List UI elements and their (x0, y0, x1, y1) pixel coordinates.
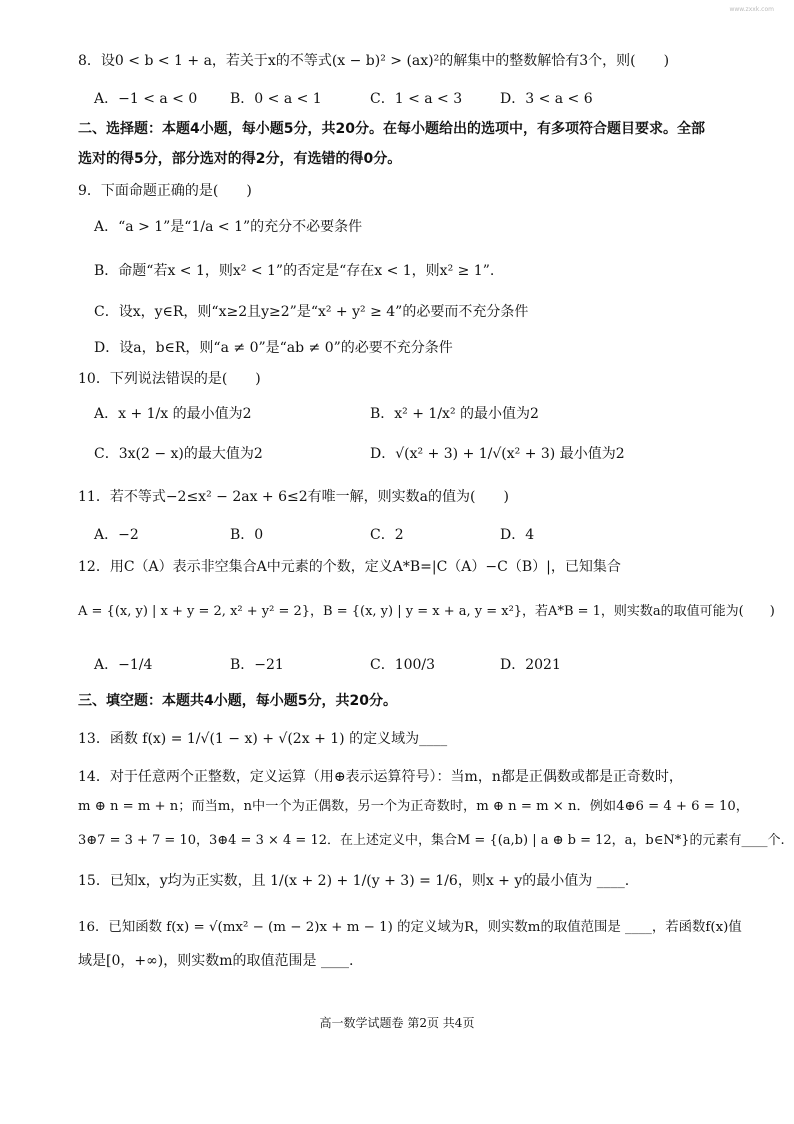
q10-option-b: B．x² + 1/x² 的最小值为2 (370, 406, 539, 422)
q9-option-c: C．设x，y∈R，则“x≥2且y≥2”是“x² + y² ≥ 4”的必要而不充分条件 (94, 304, 529, 320)
q11-option-a: A．−2 (94, 527, 139, 543)
q10-option-d: D．√(x² + 3) + 1/√(x² + 3) 最小值为2 (370, 446, 625, 462)
q15-stem: 15．已知x，y均为正实数，且 1/(x + 2) + 1/(y + 3) = 1/6，则x + y的最小值为 ____. (78, 873, 630, 889)
section2-heading-line2: 选对的得5分，部分选对的得2分，有选错的得0分。 (78, 151, 402, 167)
q12-option-d: D．2021 (500, 657, 561, 673)
q14-line3: 3⊕7 = 3 + 7 = 10，3⊕4 = 3 × 4 = 12．在上述定义中，集合M = {(a,b) | a ⊕ b = 12，a，b∈N*}的元素有____个. (78, 833, 785, 848)
q8-option-a: A．−1 < a < 0 (94, 91, 198, 107)
q8-stem: 8．设0 < b < 1 + a，若关于x的不等式(x − b)² > (ax)²的解集中的整数解恰有3个，则( ) (78, 53, 670, 69)
section3-heading: 三、填空题：本题共4小题，每小题5分，共20分。 (78, 693, 397, 709)
q11-option-b: B．0 (230, 527, 264, 543)
q9-option-d: D．设a，b∈R，则“a ≠ 0”是“ab ≠ 0”的必要不充分条件 (94, 340, 453, 356)
q9-stem: 9．下面命题正确的是( ) (78, 183, 252, 199)
q12-line1: 12．用C（A）表示非空集合A中元素的个数，定义A*B=|C（A）−C（B）|，已知集合 (78, 559, 621, 575)
q13-stem: 13．函数 f(x) = 1/√(1 − x) + √(2x + 1) 的定义域为____ (78, 731, 448, 747)
q9-option-a: A．“a > 1”是“1/a < 1”的充分不必要条件 (94, 219, 363, 235)
q11-option-c: C．2 (370, 527, 404, 543)
q10-option-a: A．x + 1/x 的最小值为2 (94, 406, 252, 422)
q9-option-b: B．命题“若x < 1，则x² < 1”的否定是“存在x < 1，则x² ≥ 1”. (94, 263, 495, 279)
q14-line2: m ⊕ n = m + n；而当m，n中一个为正偶数，另一个为正奇数时，m ⊕ n = m × n．例如4⊕6 = 4 + 6 = 10， (78, 799, 749, 814)
page-footer: 高一数学试题卷 第2页 共4页 (319, 1016, 475, 1030)
q16-line2: 域是[0，+∞)，则实数m的取值范围是 ____. (78, 953, 354, 969)
section2-heading-line1: 二、选择题：本题4小题，每小题5分，共20分。在每小题给出的选项中，有多项符合题目要求。全部 (78, 121, 705, 137)
q12-option-a: A．−1/4 (94, 657, 153, 673)
q12-option-b: B．−21 (230, 657, 284, 673)
q11-option-d: D．4 (500, 527, 535, 543)
q12-option-c: C．100/3 (370, 657, 436, 673)
q11-stem: 11．若不等式−2≤x² − 2ax + 6≤2有唯一解，则实数a的值为( ) (78, 489, 509, 505)
q12-line2: A = {(x, y) | x + y = 2, x² + y² = 2}，B = {(x, y) | y = x + a, y = x²}，若A*B = 1，则实数a的取值可能为( ) (78, 604, 775, 619)
q8-option-b: B．0 < a < 1 (230, 91, 322, 107)
q10-stem: 10．下列说法错误的是( ) (78, 371, 261, 387)
q14-line1: 14．对于任意两个正整数，定义运算（用⊕表示运算符号）：当m，n都是正偶数或都是正奇数时， (78, 769, 683, 785)
q10-option-c: C．3x(2 − x)的最大值为2 (94, 446, 263, 462)
watermark: www.zxxk.com (729, 6, 774, 13)
q8-option-d: D．3 < a < 6 (500, 91, 593, 107)
q8-option-c: C．1 < a < 3 (370, 91, 463, 107)
q16-line1: 16．已知函数 f(x) = √(mx² − (m − 2)x + m − 1) 的定义域为R，则实数m的取值范围是 ____，若函数f(x)值 (78, 920, 742, 935)
